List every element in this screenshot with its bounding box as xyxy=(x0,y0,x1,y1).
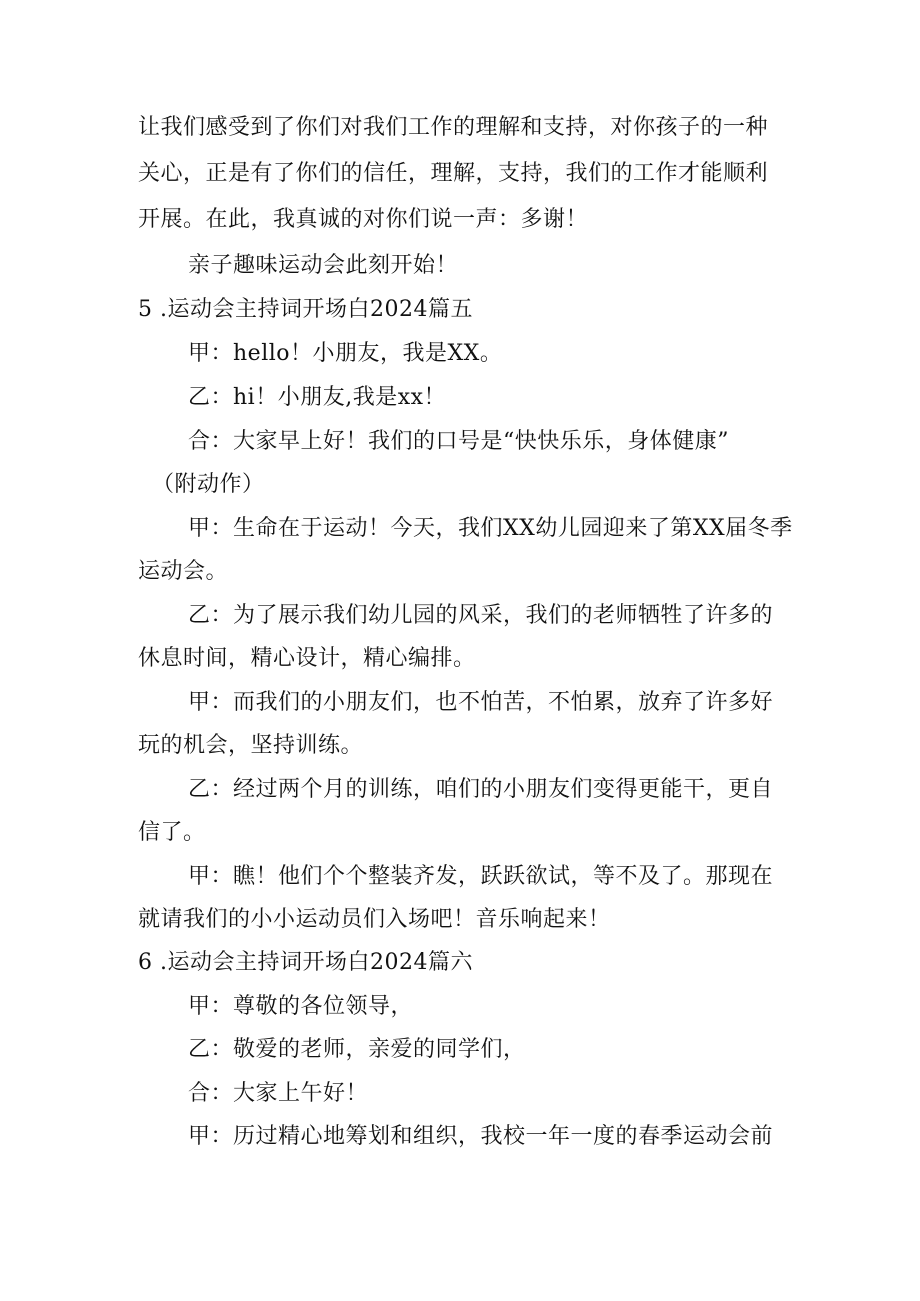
text-line: 乙：hi！小朋友,我是xx！ xyxy=(188,385,447,410)
text-line: 甲：瞧！他们个个整装齐发，跃跃欲试，等不及了。那现在 xyxy=(188,864,774,889)
text-line: 玩的机会，坚持训练。 xyxy=(138,733,364,758)
text-line: 甲：历过精心地筹划和组织，我校一年一度的春季运动会前 xyxy=(188,1124,774,1149)
text-line: 合：大家早上好！我们的口号是“快快乐乐，身体健康” xyxy=(188,429,729,454)
text-line: 就请我们的小小运动员们入场吧！音乐响起来！ xyxy=(138,907,611,932)
text-line: 亲子趣味运动会此刻开始！ xyxy=(188,253,459,278)
text-line: 关心，正是有了你们的信任，理解，支持，我们的工作才能顺利 xyxy=(138,161,769,186)
text-line: 甲：生命在于运动！今天，我们XX幼儿园迎来了第XX届冬季 xyxy=(188,516,793,541)
text-line: 信了。 xyxy=(138,820,206,845)
text-line: 乙：经过两个月的训练，咱们的小朋友们变得更能干，更自 xyxy=(188,777,774,802)
section-heading: 6 .运动会主持词开场白2024篇六 xyxy=(138,950,473,975)
text-line: 乙：敬爱的老师，亲爱的同学们， xyxy=(188,1037,526,1062)
text-line: （附动作） xyxy=(152,472,265,497)
text-line: 甲：尊敬的各位领导， xyxy=(188,994,414,1019)
text-line: 休息时间，精心设计，精心编排。 xyxy=(138,646,476,671)
text-line: 合：大家上午好！ xyxy=(188,1081,369,1106)
text-line: 运动会。 xyxy=(138,559,229,584)
text-line: 让我们感受到了你们对我们工作的理解和支持，对你孩子的一种 xyxy=(138,115,769,140)
text-line: 开展。在此，我真诚的对你们说一声：多谢！ xyxy=(138,207,589,232)
text-line: 乙：为了展示我们幼儿园的风采，我们的老师牺牲了许多的 xyxy=(188,603,774,628)
text-line: 甲：hello！小朋友，我是XX。 xyxy=(188,341,503,366)
text-line: 甲：而我们的小朋友们，也不怕苦，不怕累，放弃了许多好 xyxy=(188,690,774,715)
section-heading: 5 .运动会主持词开场白2024篇五 xyxy=(138,297,473,322)
